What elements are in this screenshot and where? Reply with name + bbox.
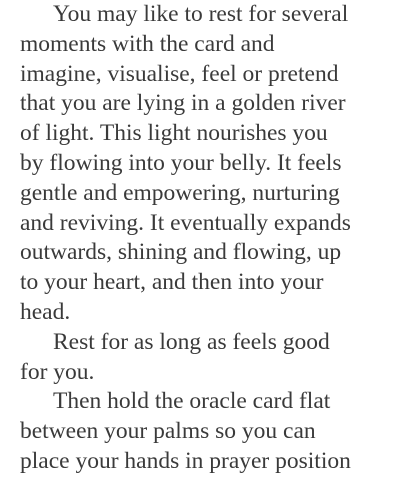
text-line: outwards, shining and flowing, up — [20, 239, 342, 266]
text-line: place your hands in prayer position — [20, 447, 351, 474]
paragraph-3 — [20, 387, 392, 476]
text-line: moments with the card and — [20, 30, 275, 57]
text-line: between your palms so you can — [20, 418, 316, 445]
text-line: Rest for as long as feels good — [53, 328, 330, 355]
paragraph-1 — [20, 0, 392, 328]
text-line: head. — [20, 298, 71, 325]
text-line: gentle and empowering, nurturing — [20, 179, 340, 206]
text-line: by flowing into your belly. It feels — [20, 149, 342, 176]
text-line: to your heart, and then into your — [20, 269, 324, 296]
text-line: Then hold the oracle card flat — [53, 388, 331, 415]
text-line: and reviving. It eventually expands — [20, 209, 351, 236]
text-line: that you are lying in a golden river — [20, 90, 346, 117]
text-line: of light. This light nourishes you — [20, 120, 328, 147]
text-line: You may like to rest for several — [53, 1, 349, 27]
paragraph-2 — [20, 328, 392, 388]
text-line: for you. — [20, 358, 95, 385]
text-line: imagine, visualise, feel or pretend — [20, 60, 339, 87]
document-page — [20, 0, 392, 477]
